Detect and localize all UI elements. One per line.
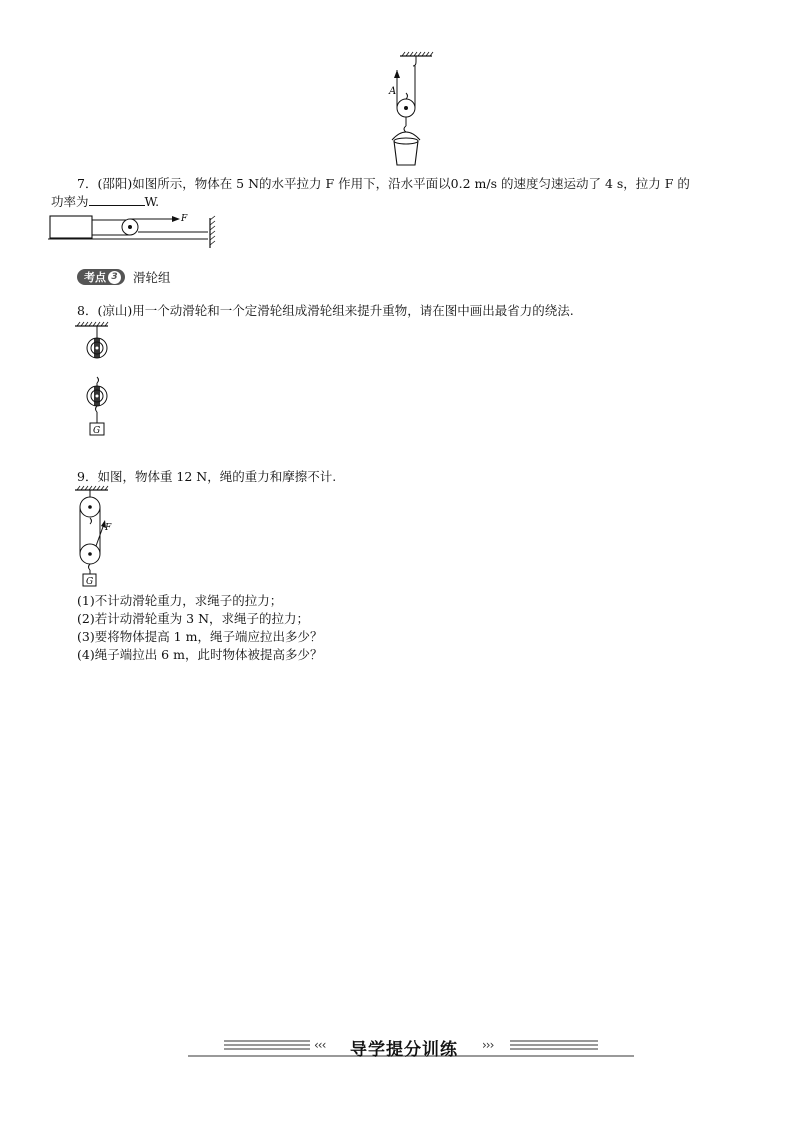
label-weight-g: G <box>93 426 101 436</box>
question-8: 8．(凉山)用一个动滑轮和一个定滑轮组成滑轮组来提升重物，请在图中画出最省力的绕法. <box>77 303 574 318</box>
question-7-line1: 7．(邵阳)如图所示，物体在 5 N的水平拉力 F 作用下，沿水平面以0.2 m/s 的速度匀速运动了 4 s，拉力 F 的 <box>77 176 690 191</box>
figure-fixed-pulley-bucket <box>380 50 440 172</box>
label-weight-g-9: G <box>86 577 94 587</box>
question-9-part-2: (2)若计动滑轮重为 3 N，求绳子的拉力； <box>77 611 310 626</box>
label-force-f-9: F <box>105 523 112 533</box>
label-a: A <box>389 86 397 97</box>
question-7-unit: W. <box>144 194 160 209</box>
question-9: 9．如图，物体重 12 N，绳的重力和摩擦不计. <box>77 469 337 484</box>
question-9-part-1: (1)不计动滑轮重力，求绳子的拉力； <box>77 593 283 608</box>
question-7 <box>51 175 690 211</box>
footer-chevrons-right: ››› <box>482 1038 494 1052</box>
question-9-parts <box>77 592 322 664</box>
question-9-part-4: (4)绳子端拉出 6 m，此时物体被提高多少？ <box>77 647 323 662</box>
question-9-part-3: (3)要将物体提高 1 m，绳子端应拉出多少？ <box>77 629 323 644</box>
question-7-line2-prefix: 功率为 <box>51 194 89 209</box>
figure-pulley-pair <box>72 320 122 440</box>
label-force-f: F <box>181 214 188 224</box>
footer-banner-title: 导学提分训练 <box>350 1040 458 1060</box>
footer-chevrons-left: ‹‹‹ <box>314 1038 326 1052</box>
footer-banner <box>188 1036 634 1060</box>
answer-blank[interactable] <box>89 193 145 206</box>
section-badge-label: 考点 <box>84 271 106 284</box>
section-badge <box>77 269 125 285</box>
figure-horizontal-pulley <box>48 208 228 250</box>
section-header-3 <box>77 268 171 286</box>
figure-pulley-block <box>72 484 122 590</box>
section-badge-number: 3 <box>108 271 121 284</box>
section-title: 滑轮组 <box>133 270 171 285</box>
